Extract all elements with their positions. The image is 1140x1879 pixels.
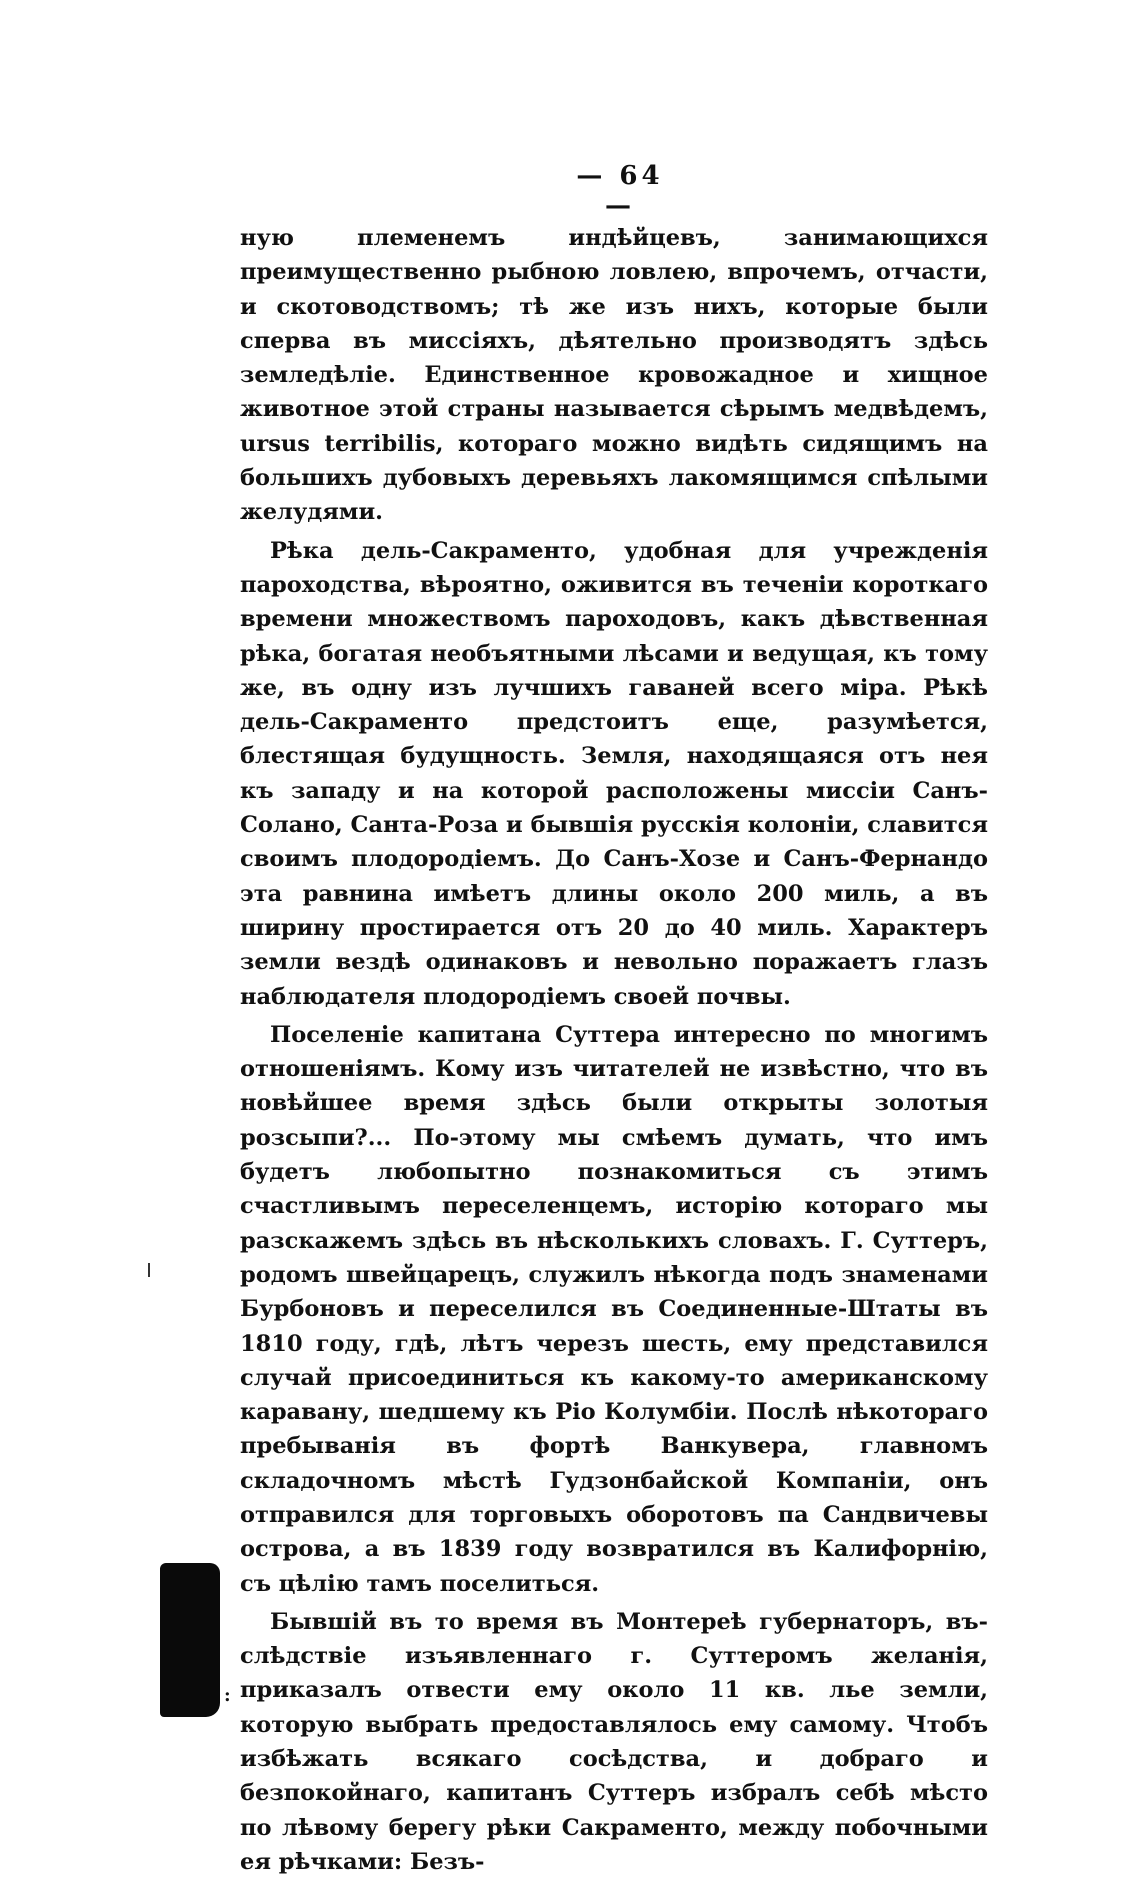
margin-mark: [148, 1263, 150, 1277]
paragraph-4: Бывшій въ то время въ Монтереѣ губернаторъ, въ-слѣдствіе изъявленнаго г. Суттеромъ желанія, приказалъ отвести ему около 11 кв. лье земли, которую выбрать предоставлялось ему самому. Чтобъ избѣжать всякаго сосѣдства, и добраго и безпокойнаго, капитанъ Суттеръ избралъ себѣ мѣсто по лѣвому берегу рѣки Сакраменто, между побочными ея рѣчками: Безъ-: [240, 1608, 988, 1875]
paragraph-1: ную племенемъ индѣйцевъ, занимающихся преимущественно рыбною ловлею, впрочемъ, отчасти, и скотоводствомъ; тѣ же изъ нихъ, которые были сперва въ миссіяхъ, дѣятельно производятъ здѣсь земледѣліе. Единственное кровожадное и хищное животное этой страны называется сѣрымъ медвѣдемъ, ursus terribilis, котораго можно видѣть сидящимъ на большихъ дубовыхъ деревьяхъ лакомящимся спѣлыми желудями.: [240, 225, 988, 526]
body-text: [240, 221, 988, 1879]
margin-ink-blot: [160, 1563, 220, 1717]
paragraph-2: Рѣка дель-Сакраменто, удобная для учрежденія пароходства, вѣроятно, оживится въ теченіи короткаго времени множествомъ пароходовъ, какъ дѣвственная рѣка, богатая необъятными лѣсами и ведущая, къ тому же, въ одну изъ лучшихъ гаваней всего міра. Рѣкѣ дель-Сакраменто предстоитъ еще, разумѣется, блестящая будущность. Земля, находящаяся отъ нея къ западу и на которой расположены миссіи Санъ-Солано, Санта-Роза и бывшія русскія колоніи, славится своимъ плодородіемъ. До Санъ-Хозе и Санъ-Фернандо эта равнина имѣетъ длины около 200 миль, а въ ширину простирается отъ 20 до 40 миль. Характеръ земли вездѣ одинаковъ и невольно поражаетъ глазъ наблюдателя плодородіемъ своей почвы.: [240, 537, 988, 1010]
paragraph-3: Поселеніе капитана Суттера интересно по многимъ отношеніямъ. Кому изъ читателей не извѣстно, что въ новѣйшее время здѣсь были открыты золотыя розсыпи?... По-этому мы смѣемъ думать, что имъ будетъ любопытно познакомиться съ этимъ счастливымъ переселенцемъ, исторію котораго мы разскажемъ здѣсь въ нѣсколькихъ словахъ. Г. Суттеръ, родомъ швейцарецъ, служилъ нѣкогда подъ знаменами Бурбоновъ и переселился въ Соединенные-Штаты въ 1810 году, гдѣ, лѣтъ черезъ шесть, ему представился случай присоединиться къ какому-то американскому каравану, шедшему къ Ріо Колумбіи. Послѣ нѣкотораго пребыванія въ фортѣ Ванкувера, главномъ складочномъ мѣстѣ Гудзонбайской Компаніи, онъ отправился для торговыхъ оборотовъ па Сандвичевы острова, а въ 1839 году возвратился въ Калифорнію, съ цѣлію тамъ поселиться.: [240, 1021, 988, 1597]
margin-dots: :: [224, 1685, 231, 1706]
page-number: — 64 —: [576, 161, 664, 221]
